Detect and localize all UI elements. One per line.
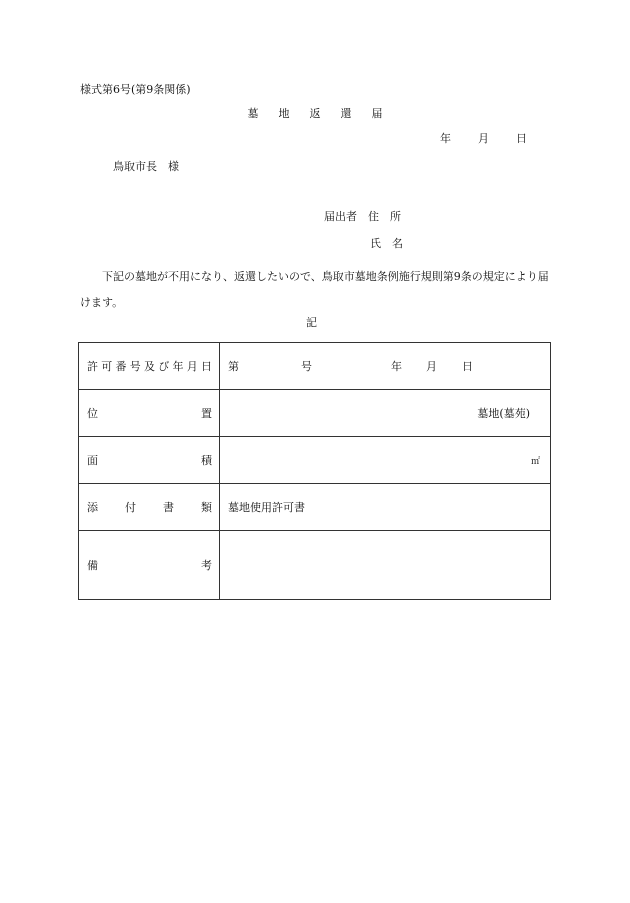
- label-char: 年: [172, 360, 184, 373]
- attachments-value: 墓地使用許可書: [228, 501, 305, 514]
- date-day-label: 日: [516, 132, 527, 145]
- attachments-label-cell: [79, 484, 220, 531]
- label-char: 積: [201, 454, 212, 467]
- label-char: 及: [144, 360, 155, 373]
- detail-table: [78, 342, 551, 600]
- applicant-name-label: 氏 名: [370, 237, 403, 250]
- label-char: 月: [186, 360, 198, 373]
- title-char: 墓: [247, 107, 259, 120]
- date-year-label: 年: [440, 132, 451, 145]
- label-char: 書: [163, 501, 174, 514]
- form-number: 様式第6号(第9条関係): [80, 83, 191, 96]
- permit-value-cell[interactable]: [220, 343, 551, 390]
- title-char: 還: [340, 107, 352, 120]
- permit-day: 日: [462, 360, 473, 373]
- submission-date-line: [440, 130, 527, 146]
- label-char: 号: [129, 360, 141, 373]
- title-char: 地: [278, 107, 290, 120]
- addressee: 鳥取市長 様: [113, 160, 179, 173]
- label-char: 可: [101, 360, 113, 373]
- remarks-label-cell: [79, 531, 220, 600]
- body-text: 下記の墓地が不用になり、返還したいので、鳥取市墓地条例施行規則第9条の規定により届けます。: [80, 270, 549, 309]
- table-row: [79, 484, 551, 531]
- remarks-value-cell[interactable]: [220, 531, 551, 600]
- label-char: び: [158, 360, 170, 373]
- date-month-label: 月: [478, 132, 489, 145]
- label-char: 面: [87, 454, 98, 467]
- table-row: [79, 343, 551, 390]
- permit-month: 月: [426, 360, 437, 373]
- attachments-value-cell[interactable]: [220, 484, 551, 531]
- label-char: 備: [87, 559, 98, 572]
- label-char: 置: [201, 407, 212, 420]
- label-char: 位: [87, 407, 98, 420]
- permit-year: 年: [391, 360, 402, 373]
- area-value-cell[interactable]: [220, 437, 551, 484]
- label-char: 付: [125, 501, 136, 514]
- permit-go: 号: [301, 360, 312, 373]
- area-unit: ㎡: [530, 456, 540, 467]
- table-row: [79, 437, 551, 484]
- location-label-cell: [79, 390, 220, 437]
- title-char: 届: [371, 107, 383, 120]
- permit-label-cell: [79, 343, 220, 390]
- applicant-address-label: 届出者 住 所: [324, 210, 401, 223]
- label-char: 添: [87, 501, 98, 514]
- label-char: 類: [201, 501, 212, 514]
- location-value: 墓地(墓苑): [477, 407, 530, 420]
- permit-dai: 第: [228, 360, 239, 373]
- label-char: 考: [201, 559, 212, 572]
- label-char: 許: [87, 360, 98, 373]
- label-char: 番: [115, 360, 127, 373]
- location-value-cell[interactable]: [220, 390, 551, 437]
- area-label-cell: [79, 437, 220, 484]
- table-row: [79, 531, 551, 600]
- table-row: [79, 390, 551, 437]
- title-char: 返: [309, 107, 321, 120]
- label-char: 日: [201, 360, 212, 373]
- ki-heading: 記: [306, 316, 317, 329]
- document-title: [0, 105, 630, 121]
